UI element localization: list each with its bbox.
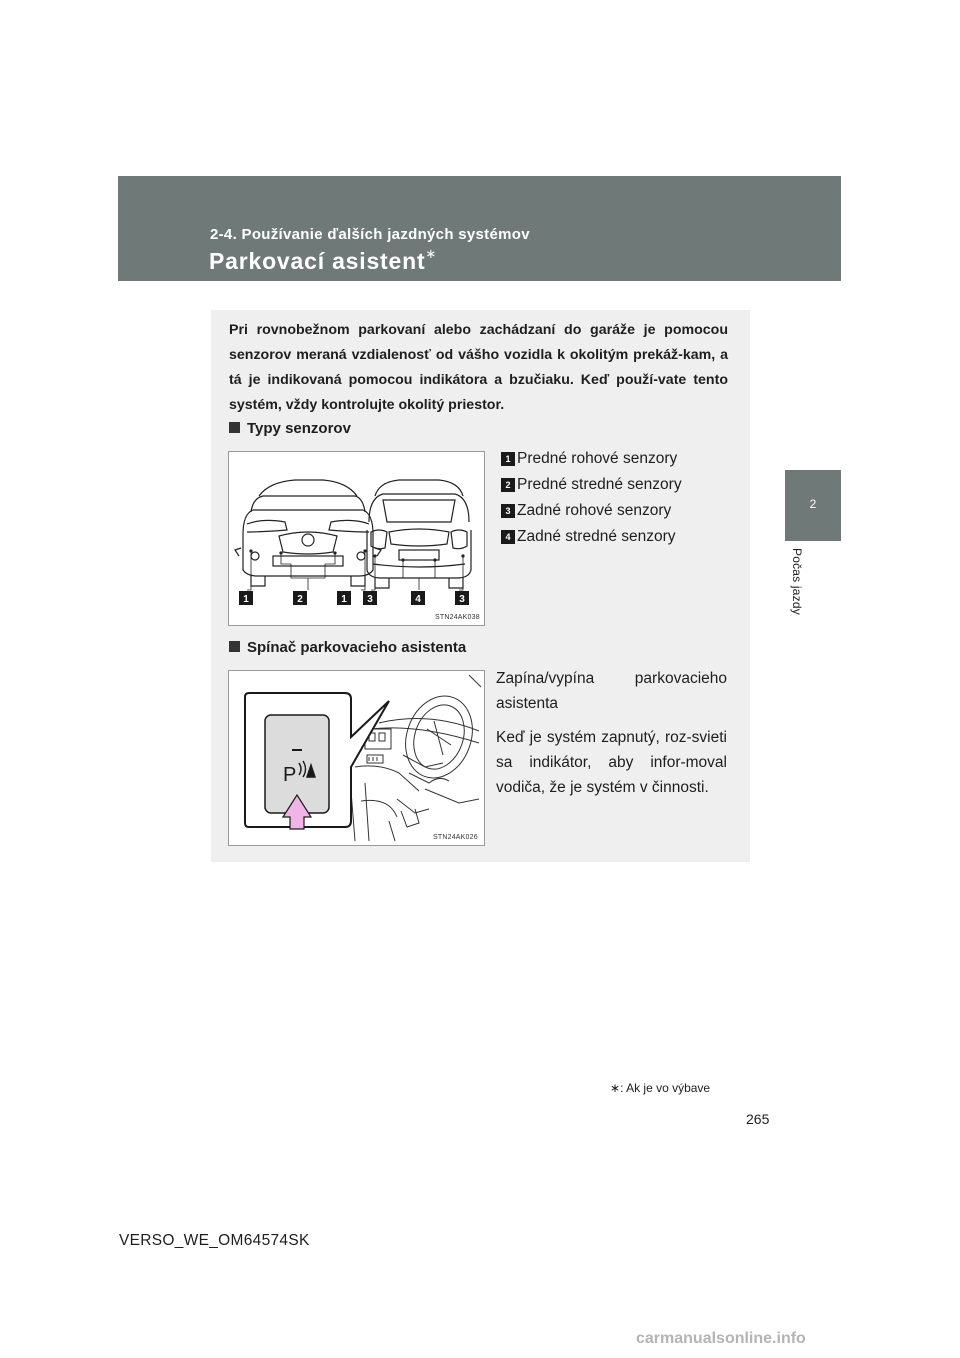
sensor-legend — [501, 449, 741, 553]
page-title — [209, 248, 437, 275]
switch-description-1: Zapína/vypína parkovacieho asistenta — [496, 670, 727, 712]
switch-heading-text: Spínač parkovacieho asistenta — [247, 639, 467, 656]
switch-heading — [229, 639, 466, 656]
callout-3-right: 3 — [459, 594, 465, 605]
sensor-types-heading-text: Typy senzorov — [247, 420, 351, 437]
chapter-tab[interactable] — [785, 470, 841, 541]
car-front-rear-illustration — [229, 452, 484, 625]
callout-3-left: 3 — [367, 594, 373, 605]
callout-1-right: 1 — [341, 594, 347, 605]
page-number: 265 — [746, 1111, 770, 1127]
chapter-number: 2 — [809, 497, 817, 511]
legend-item — [501, 475, 741, 501]
legend-badge: 2 — [501, 478, 515, 492]
legend-item — [501, 501, 741, 527]
footnote-asterisk: ∗ — [610, 1081, 621, 1095]
legend-label: Zadné rohové senzory — [517, 502, 672, 519]
square-bullet-icon — [229, 422, 240, 433]
sensor-figure — [228, 451, 485, 626]
page-title-text: Parkovací asistent — [209, 248, 426, 274]
footnote — [610, 1081, 710, 1095]
callout-badges — [239, 591, 469, 605]
dashboard-switch-illustration — [229, 671, 484, 845]
document-code: VERSO_WE_OM64574SK — [119, 1232, 310, 1249]
callout-2: 2 — [297, 594, 303, 605]
watermark: carmanualsonline.info — [636, 1330, 806, 1347]
title-asterisk: ∗ — [425, 246, 438, 261]
legend-badge: 1 — [501, 452, 515, 466]
legend-item — [501, 527, 741, 553]
legend-label: Predné rohové senzory — [517, 450, 678, 467]
legend-badge: 4 — [501, 530, 515, 544]
section-label: 2-4. Používanie ďalších jazdných systémov — [210, 226, 530, 243]
switch-figure — [228, 670, 485, 846]
legend-label: Predné stredné senzory — [517, 476, 682, 493]
sensor-types-heading — [229, 420, 351, 437]
intro-paragraph: Pri rovnobežnom parkovaní alebo zachádzaní do garáže je pomocou senzorov meraná vzdialenosť od vášho vozidla k okolitým prekáž-kam, a tá je indikovaná pomocou indikátora a bzučiaku. Keď použí-vate tento systém, vždy kontrolujte okolitý priestor. — [229, 322, 728, 413]
switch-description-2: Keď je systém zapnutý, roz-svieti sa indikátor, aby infor-moval vodiča, že je systém v činnosti. — [496, 729, 727, 796]
callout-1-left: 1 — [243, 594, 249, 605]
legend-badge: 3 — [501, 504, 515, 518]
switch-symbol-p: P — [283, 764, 297, 786]
legend-label: Zadné stredné senzory — [517, 528, 676, 545]
sensor-figure-code: STN24AK038 — [435, 614, 480, 621]
footnote-text: : Ak je vo výbave — [620, 1081, 711, 1095]
callout-4: 4 — [415, 594, 421, 605]
chapter-label: Počas jazdy — [790, 548, 804, 615]
square-bullet-icon — [229, 641, 240, 652]
switch-figure-code: STN24AK026 — [433, 834, 478, 841]
legend-item — [501, 449, 741, 475]
